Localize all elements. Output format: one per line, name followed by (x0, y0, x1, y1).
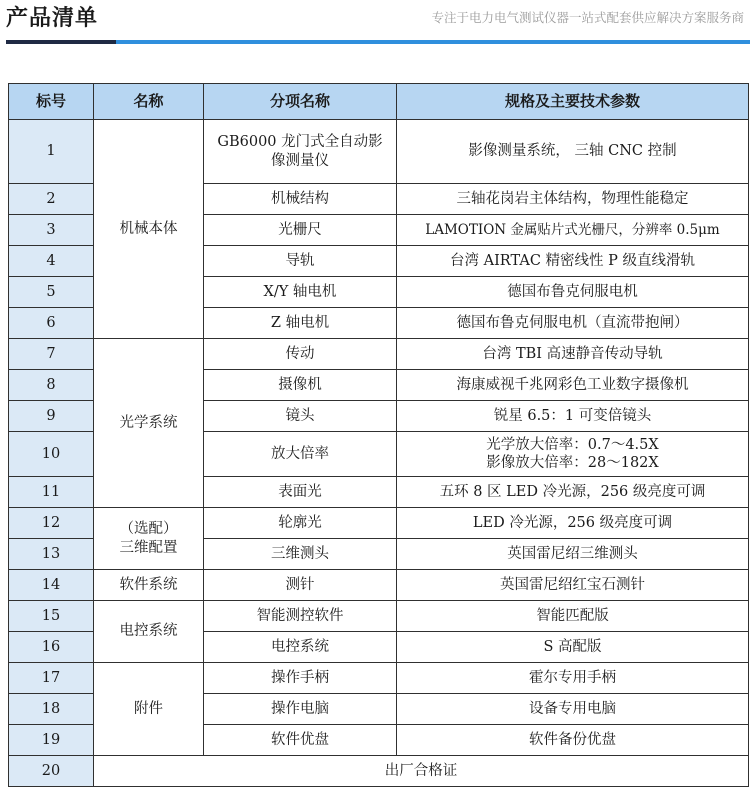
sub-item-cell (204, 663, 397, 694)
spec-text: 软件备份优盘 (529, 731, 616, 748)
sub-item-cell (204, 246, 397, 277)
spec-cell (397, 632, 749, 663)
spec-cell (397, 601, 749, 632)
table-row (9, 570, 749, 601)
row-number: 1 (9, 120, 94, 184)
row-number: 12 (9, 508, 94, 539)
spec-cell (397, 277, 749, 308)
spec-cell (397, 308, 749, 339)
header-rule-blue (116, 40, 750, 44)
sub-item-cell (204, 508, 397, 539)
row-number: 14 (9, 570, 94, 601)
header-rule-dark (6, 40, 116, 44)
table-header-row (9, 84, 749, 120)
group-label-line: 机械本体 (119, 220, 178, 237)
sub-item-text: 操作电脑 (271, 700, 329, 717)
group-label-line: 软件系统 (119, 576, 178, 593)
sub-item-text: 机械结构 (271, 190, 329, 207)
spec-cell (397, 663, 749, 694)
spec-cell (397, 432, 749, 477)
spec-text: 光学放大倍率：0.7～4.5X (486, 436, 659, 453)
sub-item-text: 电控系统 (271, 638, 329, 655)
group-electronic-control (94, 601, 204, 663)
sub-item-cell (204, 601, 397, 632)
spec-cell (397, 184, 749, 215)
group-mechanical-body (94, 120, 204, 339)
spec-text: 英国雷尼绍红宝石测针 (500, 576, 645, 593)
sub-item-text: 表面光 (278, 483, 322, 500)
spec-text: 海康威视千兆网彩色工业数字摄像机 (456, 376, 689, 393)
group-accessories (94, 663, 204, 756)
row-number: 11 (9, 477, 94, 508)
spec-cell (397, 246, 749, 277)
sub-item-text: 像测量仪 (271, 152, 329, 169)
spec-cell (397, 215, 749, 246)
row-number: 2 (9, 184, 94, 215)
row-number: 4 (9, 246, 94, 277)
spec-cell (397, 401, 749, 432)
sub-item-cell (204, 570, 397, 601)
sub-item-text: 智能测控软件 (256, 607, 344, 624)
row-number: 6 (9, 308, 94, 339)
table-row (9, 120, 749, 184)
row-number: 13 (9, 539, 94, 570)
group-label-line: （选配） (119, 521, 178, 538)
sub-item-cell (204, 370, 397, 401)
table-row (9, 601, 749, 632)
group-label-line: 三维配置 (119, 539, 178, 556)
spec-cell (397, 570, 749, 601)
row-number: 18 (9, 694, 94, 725)
spec-text: 五环 8 区 LED 冷光源，256 级亮度可调 (439, 483, 706, 500)
item-name: 出厂合格证 (94, 756, 749, 787)
row-number: 5 (9, 277, 94, 308)
sub-item-cell (204, 632, 397, 663)
row-number: 8 (9, 370, 94, 401)
spec-cell (397, 477, 749, 508)
sub-item-text: X/Y 轴电机 (263, 283, 337, 300)
table-row (9, 756, 749, 787)
sub-item-text: Z 轴电机 (270, 314, 330, 331)
spec-cell (397, 120, 749, 184)
sub-item-cell (204, 401, 397, 432)
spec-cell (397, 370, 749, 401)
spec-text: LED 冷光源，256 级亮度可调 (472, 514, 673, 531)
spec-text: 台湾 AIRTAC 精密线性 P 级直线滑轨 (450, 252, 695, 269)
spec-cell (397, 694, 749, 725)
spec-text: 三轴花岗岩主体结构，物理性能稳定 (456, 190, 689, 207)
spec-text: 设备专用电脑 (529, 700, 616, 717)
group-optional-3d (94, 508, 204, 570)
spec-text: 影像放大倍率：28～182X (486, 455, 659, 471)
column-header-spec: 规格及主要技术参数 (397, 84, 749, 120)
row-number: 9 (9, 401, 94, 432)
sub-item-cell (204, 184, 397, 215)
table-row (9, 508, 749, 539)
spec-cell (397, 508, 749, 539)
sub-item-text: 三维测头 (271, 545, 329, 562)
column-header-name: 名称 (94, 84, 204, 120)
sub-item-text: 光栅尺 (278, 221, 322, 238)
row-number: 15 (9, 601, 94, 632)
product-list-table (8, 83, 749, 787)
sub-item-text: 放大倍率 (271, 445, 329, 462)
row-number: 19 (9, 725, 94, 756)
sub-item-text: 操作手柄 (271, 669, 329, 686)
row-number: 20 (9, 756, 94, 787)
spec-cell (397, 339, 749, 370)
sub-item-cell (204, 432, 397, 477)
group-label-line: 电控系统 (119, 623, 178, 640)
group-label-line: 附件 (134, 700, 163, 717)
sub-item-text: 测针 (285, 576, 315, 593)
row-number: 7 (9, 339, 94, 370)
spec-text: 德国布鲁克伺服电机 (507, 283, 638, 300)
sub-item-cell (204, 120, 397, 184)
sub-item-text: 镜头 (285, 407, 315, 424)
column-header-number: 标号 (9, 84, 94, 120)
column-header-sub-item: 分项名称 (204, 84, 397, 120)
table-row (9, 339, 749, 370)
page-title: 产品清单 (6, 6, 99, 31)
row-number: 17 (9, 663, 94, 694)
sub-item-text: 传动 (285, 345, 315, 362)
sub-item-cell (204, 215, 397, 246)
sub-item-text: 导轨 (285, 252, 315, 269)
sub-item-cell (204, 694, 397, 725)
sub-item-cell (204, 277, 397, 308)
row-number: 3 (9, 215, 94, 246)
sub-item-text: 轮廓光 (278, 514, 322, 531)
spec-text: 德国布鲁克伺服电机（直流带抱闸） (456, 314, 689, 331)
sub-item-text: GB6000 龙门式全自动影 (217, 134, 383, 151)
sub-item-text: 摄像机 (278, 376, 322, 393)
spec-cell (397, 725, 749, 756)
row-number: 16 (9, 632, 94, 663)
spec-text: 锐星 6.5：1 可变倍镜头 (493, 407, 652, 424)
group-software-system (94, 570, 204, 601)
sub-item-text: 软件优盘 (271, 731, 329, 748)
table-row (9, 663, 749, 694)
row-number: 10 (9, 432, 94, 477)
spec-text: 智能匹配版 (536, 607, 609, 624)
sub-item-cell (204, 339, 397, 370)
spec-cell (397, 539, 749, 570)
spec-text: LAMOTION 金属贴片式光栅尺，分辨率 0.5μm (425, 221, 720, 238)
group-label-line: 光学系统 (119, 414, 178, 431)
sub-item-cell (204, 539, 397, 570)
spec-text: 霍尔专用手柄 (529, 669, 616, 686)
company-slogan: 专注于电力电气测试仪器一站式配套供应解决方案服务商 (431, 10, 744, 25)
sub-item-cell (204, 477, 397, 508)
group-optical-system (94, 339, 204, 508)
sub-item-cell (204, 725, 397, 756)
spec-text: 影像测量系统， 三轴 CNC 控制 (468, 143, 677, 160)
sub-item-cell (204, 308, 397, 339)
spec-text: 台湾 TBI 高速静音传动导轨 (482, 345, 663, 362)
spec-text: S 高配版 (543, 638, 602, 655)
spec-text: 英国雷尼绍三维测头 (507, 545, 638, 562)
